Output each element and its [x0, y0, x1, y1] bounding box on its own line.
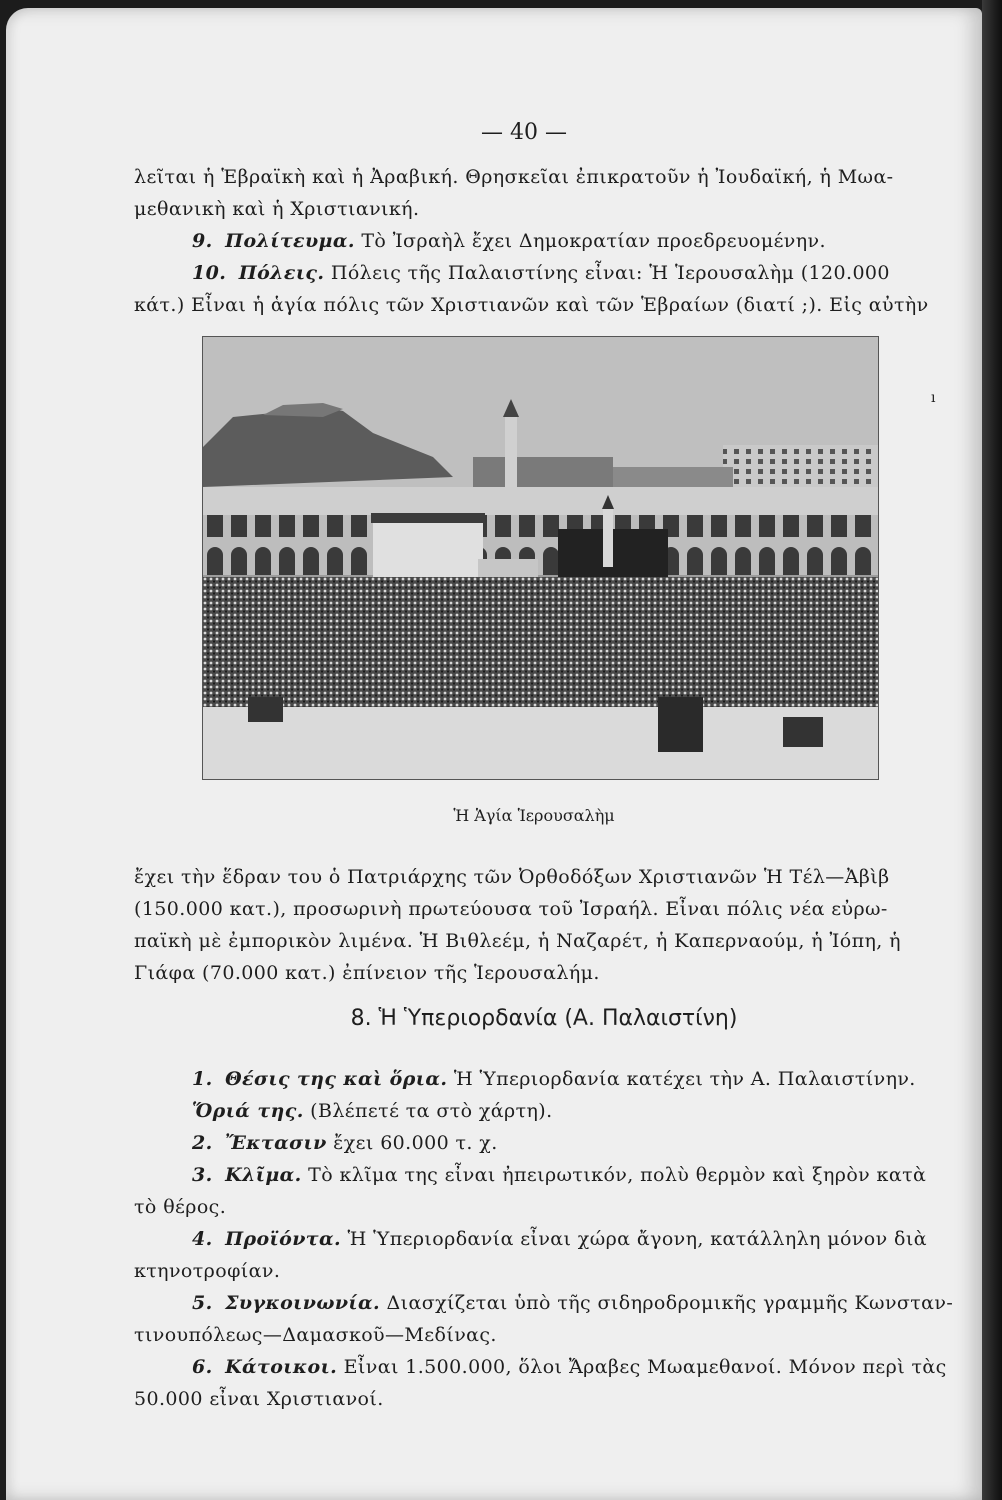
- list-item: [192, 1132, 498, 1154]
- list-item: [192, 1100, 553, 1122]
- item-heading: Θέσις της καὶ ὅρια.: [225, 1068, 448, 1090]
- list-item: [192, 1068, 916, 1090]
- margin-mark: ı: [931, 390, 936, 406]
- item-number: 10.: [192, 262, 227, 284]
- list-item-cont: 50.000 εἶναι Χριστιανοί.: [134, 1388, 384, 1410]
- item-text: Ἡ Ὑπεριορδανία κατέχει τὴν Α. Παλαιστίνην.: [453, 1068, 916, 1090]
- item-text: Ἡ Ὑπεριορδανία εἶναι χώρα ἄγονη, κατάλληλη μόνον διὰ: [347, 1228, 927, 1250]
- book-page: [6, 8, 982, 1500]
- item-text: Τὸ Ἰσραὴλ ἔχει Δημοκρατίαν προεδρευομένην.: [361, 230, 826, 252]
- item-number: 9.: [192, 230, 213, 252]
- item-heading: Πόλεις.: [238, 262, 325, 284]
- item-number: 2.: [192, 1132, 213, 1154]
- item-heading: Ἔκτασιν: [225, 1132, 327, 1154]
- list-item: [192, 1356, 947, 1378]
- item-heading: Κλῖμα.: [225, 1164, 302, 1186]
- item-heading: Προϊόντα.: [225, 1228, 342, 1250]
- page-number: — 40 —: [481, 120, 567, 145]
- list-item: [192, 1292, 953, 1314]
- paragraph-line: Γιάφα (70.000 κατ.) ἐπίνειον τῆς Ἱερουσαλήμ.: [134, 962, 600, 984]
- list-item: [192, 1164, 926, 1186]
- photo-caption: Ἡ Ἁγία Ἱερουσαλὴμ: [453, 806, 615, 825]
- item-number: 1.: [192, 1068, 213, 1090]
- paragraph-line: παϊκὴ μὲ ἐμπορικὸν λιμένα. Ἡ Βιθλεέμ, ἡ Ναζαρέτ, ἡ Καπερναούμ, ἡ Ἰόπη, ἡ: [134, 930, 901, 952]
- list-item-cont: τινουπόλεως—Δαμασκοῦ—Μεδίνας.: [134, 1324, 497, 1346]
- item-number: 5.: [192, 1292, 213, 1314]
- photo-illustration: [203, 337, 878, 779]
- item-text: Πόλεις τῆς Παλαιστίνης εἶναι: Ἡ Ἱερουσαλὴμ (120.000: [330, 262, 890, 284]
- book-spine-edge: [982, 0, 1002, 1500]
- item-10: [192, 262, 890, 284]
- paragraph-line: λεῖται ἡ Ἑβραϊκὴ καὶ ἡ Ἀραβική. Θρησκεῖαι ἐπικρατοῦν ἡ Ἰουδαϊκή, ἡ Μωα-: [134, 166, 894, 188]
- item-text: Εἶναι 1.500.000, ὅλοι Ἄραβες Μωαμεθανοί. Μόνον περὶ τὰς: [343, 1356, 947, 1378]
- item-9: [192, 230, 826, 252]
- list-item-cont: τὸ θέρος.: [134, 1196, 227, 1218]
- item-number: 6.: [192, 1356, 213, 1378]
- paragraph-line: ἔχει τὴν ἕδραν του ὁ Πατριάρχης τῶν Ὀρθοδόξων Χριστιανῶν Ἡ Τέλ—Ἀβὶβ: [134, 866, 890, 888]
- item-heading: Πολίτευμα.: [225, 230, 355, 252]
- item-10-cont: κάτ.) Εἶναι ἡ ἁγία πόλις τῶν Χριστιανῶν καὶ τῶν Ἑβραίων (διατί ;). Εἰς αὐτὴν: [134, 294, 929, 316]
- item-heading: Κάτοικοι.: [225, 1356, 338, 1378]
- paragraph-line: (150.000 κατ.), προσωρινὴ πρωτεύουσα τοῦ Ἰσραήλ. Εἶναι πόλις νέα εὐρω-: [134, 898, 888, 920]
- item-number: 4.: [192, 1228, 213, 1250]
- item-heading: Ὅριά της.: [192, 1100, 304, 1122]
- item-text: Τὸ κλῖμα της εἶναι ἠπειρωτικόν, πολὺ θερμὸν καὶ ξηρὸν κατὰ: [308, 1164, 927, 1186]
- item-number: 3.: [192, 1164, 213, 1186]
- list-item: [192, 1228, 927, 1250]
- list-item-cont: κτηνοτροφίαν.: [134, 1260, 281, 1282]
- item-text: Διασχίζεται ὑπὸ τῆς σιδηροδρομικῆς γραμμῆς Κωνσταν-: [386, 1292, 954, 1314]
- item-heading: Συγκοινωνία.: [225, 1292, 381, 1314]
- photo-jerusalem: [202, 336, 879, 780]
- item-text: ἔχει 60.000 τ. χ.: [333, 1132, 498, 1154]
- paragraph-line: μεθανικὴ καὶ ἡ Χριστιανική.: [134, 198, 420, 220]
- section-title: 8. Ἡ Ὑπεριορδανία (Α. Παλαιστίνη): [350, 1006, 738, 1031]
- item-text: (Βλέπετέ τα στὸ χάρτη).: [310, 1100, 553, 1122]
